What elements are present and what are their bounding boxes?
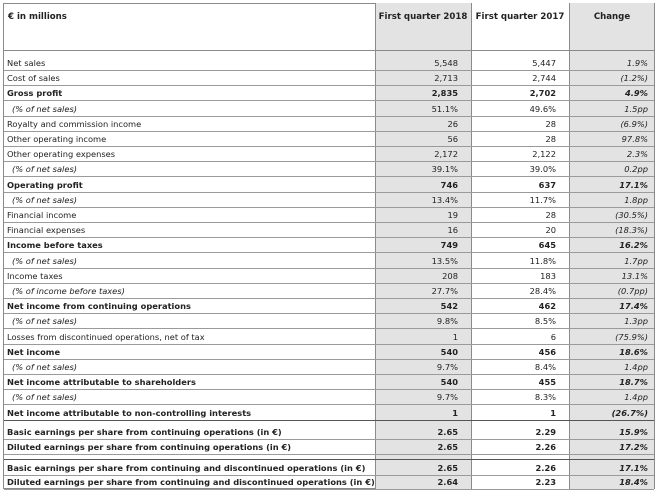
value-2018: 56	[447, 134, 458, 144]
value-change: 17.2%	[619, 442, 648, 453]
value-2017: 2.26	[535, 442, 556, 453]
value-2018: 540	[440, 377, 458, 388]
value-2017: 5,447	[532, 58, 556, 68]
value-2017: 455	[538, 377, 556, 388]
value-change: (26.7%)	[611, 407, 648, 418]
table-row	[4, 314, 654, 329]
row-label: Financial expenses	[7, 225, 86, 236]
value-change: (1.2%)	[620, 73, 648, 84]
table-row	[4, 102, 654, 117]
value-change: 1.9%	[626, 58, 648, 68]
value-2017: 456	[538, 346, 556, 357]
table-row	[4, 330, 654, 345]
value-change: 1.3pp	[624, 316, 648, 327]
row-label: Net income attributable to non-controlling interests	[7, 407, 252, 418]
table-row	[4, 406, 654, 421]
value-change: (6.9%)	[620, 118, 648, 129]
value-2017: 20	[545, 225, 556, 236]
value-2018: 2,713	[434, 73, 458, 84]
value-2018: 9.8%	[436, 316, 458, 327]
table-row	[4, 147, 654, 162]
table-row	[4, 193, 654, 208]
value-2018: 13.5%	[431, 255, 458, 266]
value-2018: 540	[440, 346, 458, 357]
row-label: Other operating expenses	[7, 149, 116, 160]
value-change: (0.7pp)	[617, 286, 648, 296]
table-row	[4, 56, 654, 71]
table-row	[4, 390, 654, 405]
value-change: (18.3%)	[615, 225, 648, 236]
value-change: 13.1%	[621, 270, 648, 281]
value-2018: 26	[447, 118, 458, 129]
value-2018: 2.65	[437, 442, 458, 453]
header-first-quarter-2018: First quarter 2018	[378, 12, 468, 22]
value-2018: 2.65	[437, 427, 458, 437]
row-label: Basic earnings per share from continuing and discontinued operations (in €)	[7, 463, 366, 473]
value-2017: 2,122	[532, 149, 556, 160]
table-row	[4, 345, 654, 360]
value-change: 15.9%	[619, 427, 648, 437]
value-change: 17.4%	[619, 301, 648, 312]
value-2018: 9.7%	[436, 362, 458, 372]
row-label: Losses from discontinued operations, net of tax	[7, 331, 205, 342]
value-2018: 2,172	[434, 149, 458, 160]
row-label: Diluted earnings per share from continuing operations (in €)	[7, 442, 292, 453]
header-change: Change	[593, 12, 631, 22]
value-2018: 39.1%	[431, 164, 458, 175]
value-2017: 11.7%	[529, 194, 556, 205]
row-label: Basic earnings per share from continuing operations (in €)	[7, 427, 282, 437]
section-divider	[4, 420, 654, 421]
value-2017: 2,744	[532, 73, 556, 84]
row-label: (% of net sales)	[12, 362, 78, 372]
value-change: 1.4pp	[624, 362, 648, 372]
row-label: (% of net sales)	[12, 316, 78, 327]
value-2018: 16	[447, 225, 458, 236]
row-label: (% of net sales)	[12, 392, 78, 403]
row-label: Net sales	[7, 58, 46, 68]
value-2017: 6	[550, 331, 556, 342]
value-change: 18.4%	[619, 476, 648, 487]
value-2017: 462	[538, 301, 556, 312]
value-2018: 5,548	[434, 58, 458, 68]
table-row	[4, 284, 654, 299]
value-2017: 49.6%	[529, 103, 556, 114]
value-change: 1.5pp	[624, 103, 648, 114]
value-2017: 39.0%	[529, 164, 556, 175]
value-change: 1.4pp	[624, 392, 648, 403]
row-label: Other operating income	[7, 134, 107, 144]
table-row	[4, 132, 654, 147]
row-label: (% of net sales)	[12, 164, 78, 175]
value-2017: 637	[538, 179, 556, 190]
value-change: (30.5%)	[615, 210, 648, 220]
header-divider	[3, 50, 655, 51]
value-change: 1.8pp	[624, 194, 648, 205]
row-label: Operating profit	[7, 179, 83, 190]
row-label: Income taxes	[7, 270, 63, 281]
table-row	[4, 269, 654, 284]
value-change: (75.9%)	[615, 331, 648, 342]
value-2017: 1	[550, 407, 556, 418]
value-2018: 2.65	[437, 463, 458, 473]
table-row	[4, 299, 654, 314]
value-2018: 1	[452, 331, 458, 342]
value-2018: 749	[440, 240, 458, 251]
row-label: (% of income before taxes)	[12, 286, 125, 296]
value-change: 97.8%	[621, 134, 648, 144]
value-change: 18.7%	[619, 377, 648, 388]
value-2018: 13.4%	[431, 194, 458, 205]
value-2017: 28	[545, 134, 556, 144]
value-2018: 9.7%	[436, 392, 458, 403]
value-2018: 19	[447, 210, 458, 220]
table-row	[4, 223, 654, 238]
value-2018: 51.1%	[431, 103, 458, 114]
row-label: (% of net sales)	[12, 194, 78, 205]
unit-title: € in millions	[8, 12, 67, 22]
table-row	[4, 71, 654, 86]
value-2017: 8.5%	[534, 316, 556, 327]
value-2017: 8.3%	[534, 392, 556, 403]
row-label: Cost of sales	[7, 73, 60, 84]
value-change: 2.3%	[626, 149, 648, 160]
value-change: 18.6%	[619, 346, 648, 357]
table-row	[4, 254, 654, 269]
value-2017: 645	[538, 240, 556, 251]
value-2017: 2.23	[535, 476, 556, 487]
value-2017: 2,702	[529, 88, 556, 99]
table-row	[4, 117, 654, 132]
row-label: Income before taxes	[7, 240, 103, 251]
value-2018: 1	[452, 407, 458, 418]
value-2018: 2,835	[431, 88, 458, 99]
value-2017: 2.29	[535, 427, 556, 437]
table-row	[4, 360, 654, 375]
header-first-quarter-2017: First quarter 2017	[475, 12, 565, 22]
row-label: Royalty and commission income	[7, 118, 142, 129]
table-row	[4, 238, 654, 253]
value-change: 4.9%	[624, 88, 648, 99]
row-label: Gross profit	[7, 88, 63, 99]
row-label: Net income attributable to shareholders	[7, 377, 196, 388]
value-change: 0.2pp	[624, 164, 648, 175]
section-divider	[4, 459, 654, 460]
value-2017: 11.8%	[529, 255, 556, 266]
table-row	[4, 440, 654, 455]
value-2017: 2.26	[535, 463, 556, 473]
value-change: 16.2%	[619, 240, 648, 251]
table-row	[4, 178, 654, 193]
row-label: (% of net sales)	[12, 255, 78, 266]
table-row	[4, 208, 654, 223]
value-2018: 208	[442, 270, 458, 281]
value-2018: 27.7%	[431, 286, 458, 296]
table-row	[4, 162, 654, 177]
value-2017: 28	[545, 210, 556, 220]
value-change: 17.1%	[619, 463, 648, 473]
value-2017: 28.4%	[529, 286, 556, 296]
table-row	[4, 425, 654, 440]
value-change: 1.7pp	[624, 255, 648, 266]
table-row	[4, 375, 654, 390]
row-label: Financial income	[7, 210, 77, 220]
table-row	[4, 475, 654, 490]
value-2017: 8.4%	[534, 362, 556, 372]
row-label: (% of net sales)	[12, 103, 78, 114]
row-label: Net income	[7, 346, 61, 357]
value-2018: 746	[440, 179, 458, 190]
value-2017: 183	[540, 270, 556, 281]
row-label: Diluted earnings per share from continuing and discontinued operations (in €)	[7, 476, 375, 487]
row-label: Net income from continuing operations	[7, 301, 191, 312]
value-change: 17.1%	[619, 179, 648, 190]
value-2018: 2.64	[437, 476, 458, 487]
value-2017: 28	[545, 118, 556, 129]
table-row	[4, 86, 654, 101]
value-2018: 542	[440, 301, 458, 312]
